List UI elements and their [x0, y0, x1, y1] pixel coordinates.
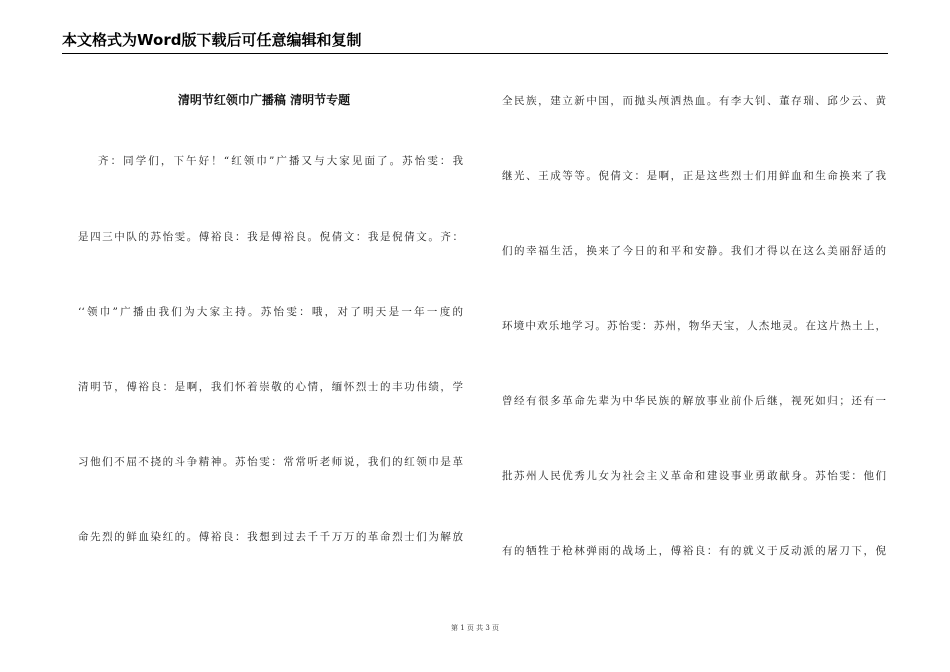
paragraph-line: 批苏州人民优秀儿女为社会主义革命和建设事业勇敢献身。苏怡雯：他们 — [502, 470, 886, 482]
paragraph-line: 继光、王成等等。倪倩文：是啊，正是这些烈士们用鲜血和生命换来了我 — [502, 170, 886, 182]
paragraph-line: 是四三中队的苏怡雯。傅裕良：我是傅裕良。倪倩文：我是倪倩文。齐： — [78, 231, 463, 243]
paragraph-line: 曾经有很多革命先辈为中华民族的解放事业前仆后继，视死如归；还有一 — [502, 395, 886, 407]
paragraph-line: 清明节，傅裕良：是啊，我们怀着崇敬的心情，缅怀烈士的丰功伟绩，学 — [78, 381, 463, 393]
page-number: 第 1 页 共 3 页 — [450, 624, 500, 632]
header-divider — [62, 53, 888, 54]
paragraph-line: 有的牺牲于枪林弹雨的战场上，傅裕良：有的就义于反动派的屠刀下，倪 — [502, 545, 886, 557]
paragraph-line: 命先烈的鲜血染红的。傅裕良：我想到过去千千万万的革命烈士们为解放 — [78, 531, 463, 543]
header-title: 本文格式为Word版下载后可任意编辑和复制 — [62, 31, 362, 49]
paragraph-line: 习他们不屈不挠的斗争精神。苏怡雯：常常听老师说，我们的红领巾是革 — [78, 456, 463, 468]
paragraph-line: 环境中欢乐地学习。苏怡雯：苏州，物华天宝，人杰地灵。在这片热土上， — [502, 320, 886, 332]
document-header — [62, 30, 888, 52]
paragraph-line: ‘‘领巾”广播由我们为大家主持。苏怡雯：哦，对了明天是一年一度的 — [78, 306, 463, 318]
document-title: 清明节红领巾广播稿 清明节专题 — [177, 93, 351, 107]
paragraph-line: 全民族，建立新中国，而抛头颅洒热血。有李大钊、董存瑞、邱少云、黄 — [502, 95, 886, 107]
paragraph-line: 们的幸福生活，换来了今日的和平和安静。我们才得以在这么美丽舒适的 — [502, 245, 886, 257]
paragraph-line: 齐：同学们，下午好！“红领巾”广播又与大家见面了。苏怡雯：我 — [98, 155, 463, 167]
